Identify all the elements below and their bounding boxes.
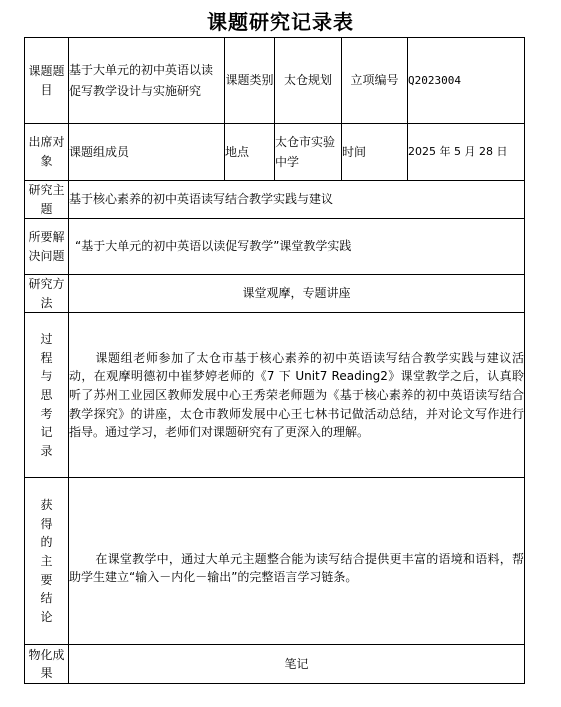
table-row [25,124,525,181]
time-value: 2025 年 5 月 28 日 [408,124,525,181]
table-row [25,38,525,124]
id-label: 立项编号 [342,38,408,124]
topic-value: 基于大单元的初中英语以读促写教学设计与实施研究 [69,38,225,124]
attendee-value: 课题组成员 [69,124,225,181]
place-value: 太仓市实验中学 [275,124,342,181]
process-value: 课题组老师参加了太仓市基于核心素养的初中英语读写结合教学实践与建议活动，在观摩明德初中崔梦婷老师的《7 下 Unit7 Reading2》课堂教学之后，认真聆听了苏州工业园区教师发展中心王秀荣老师题为《基于核心素养的初中英语读写结合教学探究》的讲座，太仓市教师发展中心王七林书记做活动总结，并对论文写作进行指导。通过学习，老师们对课题研究有了更深入的理解。 [69,313,525,478]
table-row [25,645,525,684]
process-label: 过程与思考记录 [25,313,69,478]
page-title: 课题研究记录表 [207,10,354,34]
time-label: 时间 [342,124,408,181]
table-row [25,313,525,478]
table-row [25,275,525,313]
theme-value: 基于核心素养的初中英语读写结合教学实践与建议 [69,181,525,219]
id-value: Q2023004 [408,38,525,124]
record-table [24,37,525,684]
problem-value: “基于大单元的初中英语以读促写教学”课堂教学实践 [69,219,525,275]
result-label: 物化成果 [25,645,69,684]
theme-label: 研究主题 [25,181,69,219]
table-row [25,181,525,219]
table-row [25,478,525,645]
type-label: 课题类别 [225,38,275,124]
result-value: 笔记 [69,645,525,684]
table-row [25,219,525,275]
attendee-label: 出席对象 [25,124,69,181]
conclusion-value: 在课堂教学中，通过大单元主题整合能为读写结合提供更丰富的语境和语料，帮助学生建立“输入－内化－输出”的完整语言学习链条。 [69,478,525,645]
type-value: 太仓规划 [275,38,342,124]
conclusion-label: 获得的主要结论 [25,478,69,645]
topic-label: 课题题目 [25,38,69,124]
problem-label: 所要解决问题 [25,219,69,275]
method-label: 研究方法 [25,275,69,313]
place-label: 地点 [225,124,275,181]
method-value: 课堂观摩，专题讲座 [69,275,525,313]
